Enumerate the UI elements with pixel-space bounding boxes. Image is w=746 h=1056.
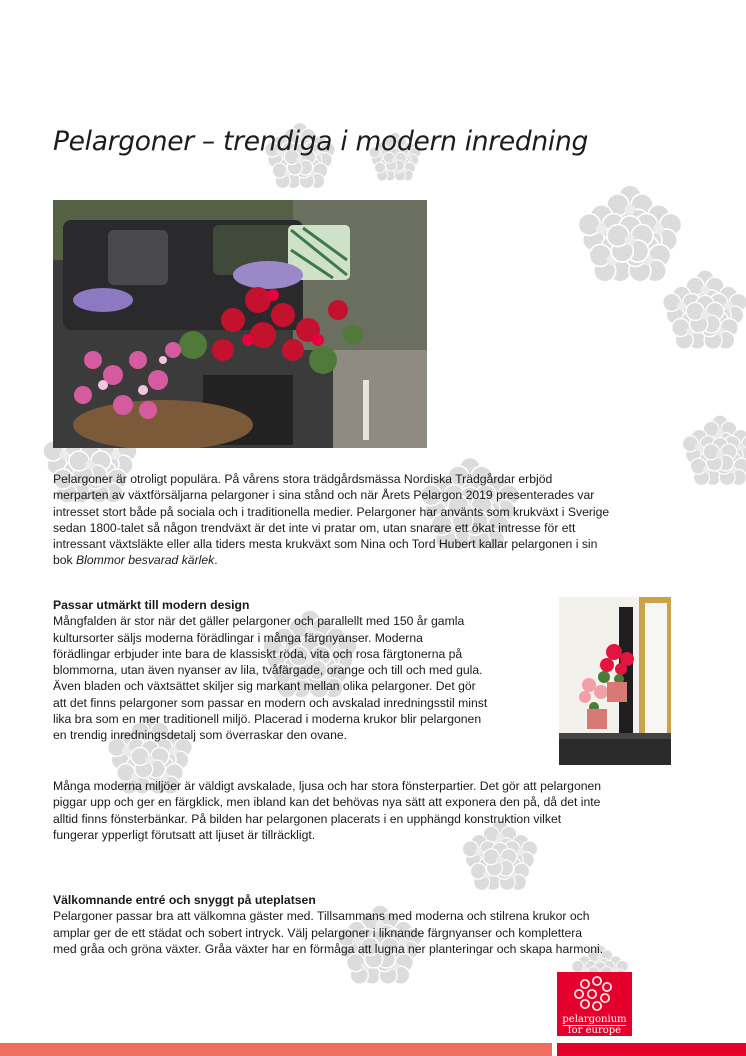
section-modern-design (53, 597, 487, 744)
footer-bar-right (557, 1043, 746, 1056)
section-line: piggar upp och ger en färgklick, men ibland kan det behövas nya sätt att exponera den på, då det inte (53, 795, 601, 810)
section-line: med gråa och gröna växter. Gråa växter har en förmåga att lugna ner planteringar och skapa harmoni. (53, 941, 604, 956)
page-title: Pelargoner – trendiga i modern inredning (53, 126, 588, 157)
pelargonium-for-europe-logo (557, 972, 632, 1036)
book-title: Blommor besvarad kärlek (76, 553, 215, 568)
intro-line: intresset stort både på sociala och i traditionella medier. Pelargoner har använts som krukväxt i Sverige (53, 504, 610, 519)
intro-last-line-prefix: bok (53, 553, 77, 568)
intro-line: intressant växtsläkte eller alla tiders mesta krukväxt som Nina och Tord Hubert kallar pelargonen i sin (53, 537, 598, 552)
section-heading-modern-design: Passar utmärkt till modern design (53, 598, 250, 612)
section-line: Även bladen och växtsättet skiljer sig markant mellan olika pelargoner. Det gör (53, 679, 476, 694)
logo-text-line-2: for europe (567, 1025, 622, 1036)
logo-text-line-1: pelargonium (562, 1014, 627, 1025)
intro-last-line (53, 552, 609, 568)
logo-flower-icon (557, 972, 632, 1016)
wall-mounted-pelargonium-photo (559, 597, 671, 765)
section-line: förädlingar erbjuder inte bara de klassiskt röda, vita och rosa färgtonerna på (53, 646, 463, 661)
intro-line: sedan 1800-talet så någon trendväxt är det inte vi pratar om, utan snarare ett ökat intresse för ett (53, 520, 576, 535)
intro-paragraph (53, 471, 609, 569)
section-entrance-patio (53, 892, 603, 957)
footer-bar-left (0, 1043, 552, 1056)
section-line: en trendig inredningsdetalj som överraskar den ovane. (53, 728, 348, 743)
section-line: amplar ger de ett städat och sobert intryck. Välj pelargoner i liknande färgnyanser och komplettera (53, 925, 583, 940)
patio-pelargonium-photo (53, 200, 427, 448)
section-line: Mångfalden är stor när det gäller pelargoner och parallellt med 150 år gamla (53, 614, 465, 629)
section-line: Många moderna miljöer är väldigt avskalade, ljusa och har stora fönsterpartier. Det gör att pelargonen (53, 779, 602, 793)
section-line: Pelargoner passar bra att välkomna gäster med. Tillsammans med moderna och stilrena krukor och (53, 909, 590, 924)
section-heading-entrance-patio: Välkomnande entré och snyggt på uteplatsen (53, 893, 316, 907)
section-line: lika bra som en mer traditionell miljö. Placerad i moderna krukor blir pelargonen (53, 712, 482, 727)
section-line: alltid finns fönsterbänkar. På bilden har pelargonen placerats i en upphängd konstruktion vilket (53, 811, 562, 826)
intro-line: merparten av växtförsäljarna pelargoner i sina stånd och när Årets Pelargon 2019 presenterades var (53, 488, 595, 503)
section-line: fungerar ypperligt förutsatt att ljuset är tillräckligt. (53, 827, 316, 842)
intro-last-line-suffix: . (214, 553, 218, 568)
intro-line: Pelargoner är otroligt populära. På vårens stora trädgårdsmässa Nordiska Trädgårdar erbjöd (53, 472, 553, 486)
section-line: blommorna, utan även nyanser av lila, tvåfärgade, orange och till och med gula. (53, 663, 483, 678)
section-modern-design-paragraph-2 (53, 778, 601, 843)
section-line: att det finns pelargoner som passar en modern och avskalad inredningsstil minst (53, 695, 488, 710)
section-line: kultursorter säljs moderna förädlingar i många färgnyanser. Moderna (53, 630, 423, 645)
